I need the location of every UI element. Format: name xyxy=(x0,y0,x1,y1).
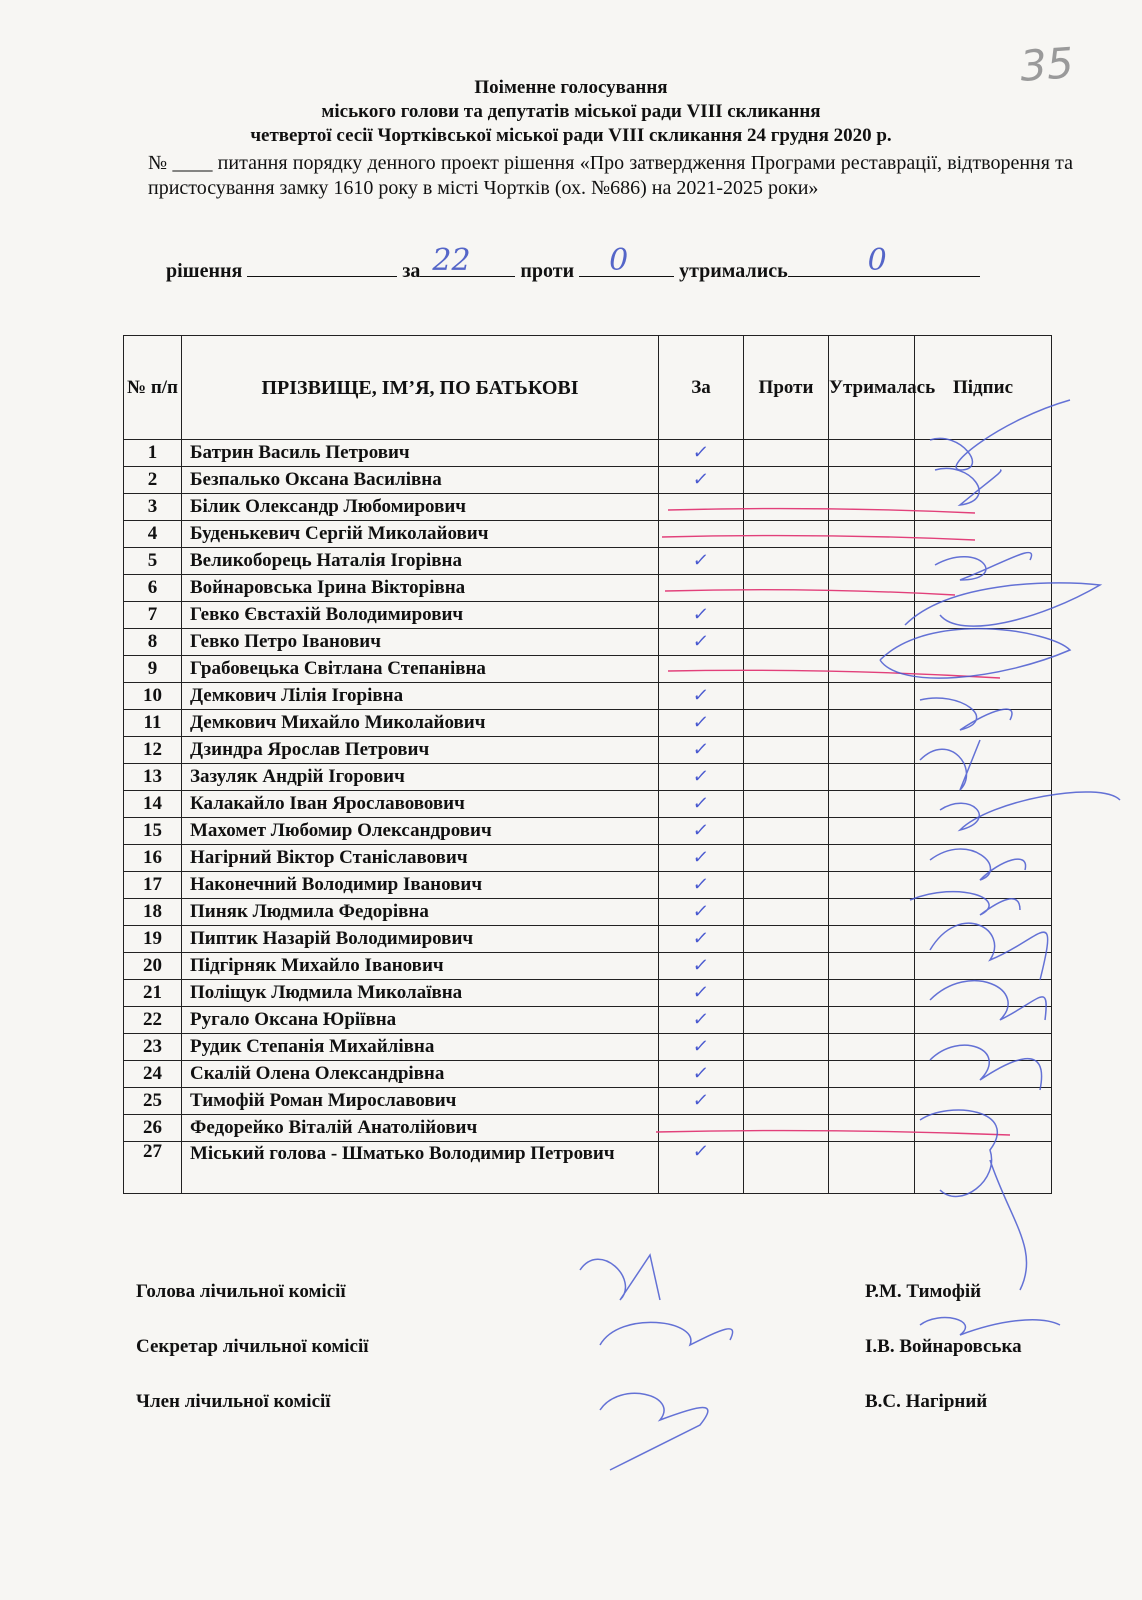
row-for xyxy=(659,575,744,602)
row-against xyxy=(744,926,829,953)
row-against xyxy=(744,467,829,494)
row-signature xyxy=(915,845,1052,872)
row-name: Буденькевич Сергій Миколайович xyxy=(182,521,659,548)
row-abstain xyxy=(829,899,915,926)
table-row xyxy=(124,926,1052,953)
row-signature xyxy=(915,548,1052,575)
row-against xyxy=(744,737,829,764)
row-number: 1 xyxy=(124,440,182,467)
row-against xyxy=(744,1007,829,1034)
row-number: 14 xyxy=(124,791,182,818)
row-against xyxy=(744,1061,829,1088)
header-signature: Підпис xyxy=(915,336,1052,440)
abstain-blank xyxy=(788,243,980,278)
checkmark-icon: ✓ xyxy=(691,793,711,814)
checkmark-icon: ✓ xyxy=(691,847,711,868)
for-label: за xyxy=(402,260,421,282)
abstain-label: утримались xyxy=(679,260,788,282)
row-number: 17 xyxy=(124,872,182,899)
commission-signature-3 xyxy=(600,1393,708,1470)
checkmark-icon: ✓ xyxy=(691,928,711,949)
table-row xyxy=(124,980,1052,1007)
table-row xyxy=(124,953,1052,980)
row-against xyxy=(744,440,829,467)
row-signature xyxy=(915,818,1052,845)
table-row xyxy=(124,1088,1052,1115)
commission-person: І.В. Войнаровська xyxy=(865,1336,1022,1357)
checkmark-icon: ✓ xyxy=(691,712,711,733)
row-signature xyxy=(915,440,1052,467)
row-name: Гевко Петро Іванович xyxy=(182,629,659,656)
checkmark-icon: ✓ xyxy=(691,1036,711,1057)
decision-label: рішення xyxy=(166,260,243,282)
checkmark-icon: ✓ xyxy=(691,442,711,463)
row-signature xyxy=(915,1034,1052,1061)
document-header xyxy=(0,76,1142,148)
row-against xyxy=(744,1142,829,1194)
row-signature xyxy=(915,980,1052,1007)
table-row xyxy=(124,845,1052,872)
row-abstain xyxy=(829,818,915,845)
row-name: Міський голова - Шматько Володимир Петрович xyxy=(182,1142,659,1194)
row-for xyxy=(659,1115,744,1142)
row-name: Батрин Василь Петрович xyxy=(182,440,659,467)
commission-role: Член лічильної комісії xyxy=(136,1391,331,1412)
checkmark-icon: ✓ xyxy=(691,901,711,922)
row-for xyxy=(659,467,744,494)
table-row xyxy=(124,656,1052,683)
checkmark-icon: ✓ xyxy=(691,1090,711,1111)
row-number: 16 xyxy=(124,845,182,872)
row-number: 15 xyxy=(124,818,182,845)
row-name: Пиняк Людмила Федорівна xyxy=(182,899,659,926)
table-row xyxy=(124,467,1052,494)
row-abstain xyxy=(829,710,915,737)
row-signature xyxy=(915,764,1052,791)
row-number: 4 xyxy=(124,521,182,548)
row-name: Войнаровська Ірина Вікторівна xyxy=(182,575,659,602)
row-name: Білик Олександр Любомирович xyxy=(182,494,659,521)
row-for xyxy=(659,683,744,710)
row-against xyxy=(744,899,829,926)
row-number: 13 xyxy=(124,764,182,791)
row-number: 7 xyxy=(124,602,182,629)
table-row xyxy=(124,1061,1052,1088)
row-for xyxy=(659,980,744,1007)
row-number: 21 xyxy=(124,980,182,1007)
commission-signature-2 xyxy=(600,1322,733,1345)
row-name: Калакайло Іван Ярославовович xyxy=(182,791,659,818)
row-signature xyxy=(915,899,1052,926)
row-number: 9 xyxy=(124,656,182,683)
header-against: Проти xyxy=(744,336,829,440)
row-abstain xyxy=(829,1007,915,1034)
row-for xyxy=(659,1142,744,1194)
row-signature xyxy=(915,494,1052,521)
row-abstain xyxy=(829,1061,915,1088)
row-signature xyxy=(915,467,1052,494)
decision-blank xyxy=(247,256,397,277)
against-label: проти xyxy=(520,260,575,282)
table-row xyxy=(124,764,1052,791)
checkmark-icon: ✓ xyxy=(691,1141,711,1162)
row-against xyxy=(744,710,829,737)
checkmark-icon: ✓ xyxy=(691,685,711,706)
row-signature xyxy=(915,683,1052,710)
commission-signature-4 xyxy=(920,1318,1060,1335)
row-number: 11 xyxy=(124,710,182,737)
commission-signature-1 xyxy=(580,1255,660,1300)
table-row xyxy=(124,440,1052,467)
row-against xyxy=(744,575,829,602)
checkmark-icon: ✓ xyxy=(691,469,711,490)
row-name: Федорейко Віталій Анатолійович xyxy=(182,1115,659,1142)
row-abstain xyxy=(829,629,915,656)
row-for xyxy=(659,899,744,926)
row-against xyxy=(744,764,829,791)
row-number: 26 xyxy=(124,1115,182,1142)
row-for xyxy=(659,791,744,818)
row-against xyxy=(744,845,829,872)
row-for xyxy=(659,953,744,980)
row-abstain xyxy=(829,845,915,872)
table-row xyxy=(124,683,1052,710)
page-number: 35 xyxy=(1018,38,1076,91)
table-row xyxy=(124,737,1052,764)
row-number: 20 xyxy=(124,953,182,980)
checkmark-icon: ✓ xyxy=(691,982,711,1003)
row-against xyxy=(744,683,829,710)
checkmark-icon: ✓ xyxy=(691,1063,711,1084)
header-for: За xyxy=(659,336,744,440)
row-number: 3 xyxy=(124,494,182,521)
row-number: 24 xyxy=(124,1061,182,1088)
table-row xyxy=(124,1007,1052,1034)
row-name: Махомет Любомир Олександрович xyxy=(182,818,659,845)
row-against xyxy=(744,1115,829,1142)
row-name: Гевко Євстахій Володимирович xyxy=(182,602,659,629)
row-signature xyxy=(915,710,1052,737)
checkmark-icon: ✓ xyxy=(691,874,711,895)
row-abstain xyxy=(829,440,915,467)
row-number: 27 xyxy=(124,1142,182,1194)
row-abstain xyxy=(829,926,915,953)
row-name: Зазуляк Андрій Ігорович xyxy=(182,764,659,791)
row-abstain xyxy=(829,953,915,980)
row-against xyxy=(744,1034,829,1061)
row-name: Безпалько Оксана Василівна xyxy=(182,467,659,494)
row-signature xyxy=(915,1007,1052,1034)
header-title: Поіменне голосування xyxy=(474,77,668,98)
row-for xyxy=(659,926,744,953)
row-abstain xyxy=(829,764,915,791)
row-abstain xyxy=(829,575,915,602)
row-signature xyxy=(915,1142,1052,1194)
row-abstain xyxy=(829,980,915,1007)
row-against xyxy=(744,521,829,548)
row-signature xyxy=(915,656,1052,683)
row-for xyxy=(659,737,744,764)
row-name: Пиптик Назарій Володимирович xyxy=(182,926,659,953)
row-for xyxy=(659,818,744,845)
row-name: Демкович Лілія Ігорівна xyxy=(182,683,659,710)
table-header-row xyxy=(124,336,1052,440)
table-row xyxy=(124,494,1052,521)
table-row xyxy=(124,899,1052,926)
roll-call-table xyxy=(123,335,1052,1194)
row-abstain xyxy=(829,1088,915,1115)
row-number: 2 xyxy=(124,467,182,494)
commission-role: Секретар лічильної комісії xyxy=(136,1336,369,1357)
checkmark-icon: ✓ xyxy=(691,550,711,571)
row-for xyxy=(659,845,744,872)
row-signature xyxy=(915,953,1052,980)
row-abstain xyxy=(829,548,915,575)
abstain-count: 0 xyxy=(867,243,887,278)
row-against xyxy=(744,818,829,845)
row-against xyxy=(744,980,829,1007)
row-name: Нагірний Віктор Станіславович xyxy=(182,845,659,872)
table-row xyxy=(124,548,1052,575)
row-for xyxy=(659,1034,744,1061)
row-for xyxy=(659,548,744,575)
row-for xyxy=(659,602,744,629)
row-abstain xyxy=(829,1034,915,1061)
row-for xyxy=(659,629,744,656)
row-for xyxy=(659,494,744,521)
row-number: 23 xyxy=(124,1034,182,1061)
row-name: Рудик Степанія Михайлівна xyxy=(182,1034,659,1061)
row-number: 6 xyxy=(124,575,182,602)
row-against xyxy=(744,548,829,575)
checkmark-icon: ✓ xyxy=(691,820,711,841)
header-name: ПРІЗВИЩЕ, ІМ’Я, ПО БАТЬКОВІ xyxy=(182,336,659,440)
row-against xyxy=(744,872,829,899)
header-subtitle: міського голови та депутатів міської ради VIII скликання xyxy=(321,101,821,122)
row-against xyxy=(744,1088,829,1115)
row-name: Тимофій Роман Мирославович xyxy=(182,1088,659,1115)
row-abstain xyxy=(829,656,915,683)
table-row xyxy=(124,629,1052,656)
checkmark-icon: ✓ xyxy=(691,739,711,760)
against-blank xyxy=(579,243,674,278)
row-number: 8 xyxy=(124,629,182,656)
header-session: четвертої сесії Чортківської міської ради VIII скликання 24 грудня 2020 р. xyxy=(250,125,892,146)
row-abstain xyxy=(829,494,915,521)
row-against xyxy=(744,656,829,683)
row-number: 10 xyxy=(124,683,182,710)
row-number: 19 xyxy=(124,926,182,953)
row-signature xyxy=(915,926,1052,953)
row-signature xyxy=(915,521,1052,548)
row-number: 5 xyxy=(124,548,182,575)
header-abstain: Утрималась xyxy=(829,336,915,440)
against-count: 0 xyxy=(609,243,629,278)
table-row xyxy=(124,818,1052,845)
checkmark-icon: ✓ xyxy=(691,1009,711,1030)
row-signature xyxy=(915,872,1052,899)
row-for xyxy=(659,764,744,791)
row-against xyxy=(744,791,829,818)
row-signature xyxy=(915,1088,1052,1115)
row-for xyxy=(659,521,744,548)
row-abstain xyxy=(829,683,915,710)
commission-role: Голова лічильної комісії xyxy=(136,1281,346,1302)
row-signature xyxy=(915,1115,1052,1142)
for-blank xyxy=(420,243,515,278)
row-against xyxy=(744,629,829,656)
table-row xyxy=(124,602,1052,629)
row-against xyxy=(744,602,829,629)
row-signature xyxy=(915,629,1052,656)
commission-person: В.С. Нагірний xyxy=(865,1391,988,1412)
row-abstain xyxy=(829,1115,915,1142)
checkmark-icon: ✓ xyxy=(691,955,711,976)
row-abstain xyxy=(829,872,915,899)
row-for xyxy=(659,872,744,899)
row-name: Скалій Олена Олександрівна xyxy=(182,1061,659,1088)
row-number: 12 xyxy=(124,737,182,764)
table-row xyxy=(124,1142,1052,1194)
row-number: 25 xyxy=(124,1088,182,1115)
row-abstain xyxy=(829,1142,915,1194)
vote-tally xyxy=(166,243,1056,283)
row-signature xyxy=(915,602,1052,629)
row-signature xyxy=(915,1061,1052,1088)
header-num: № п/п xyxy=(124,336,182,440)
row-name: Наконечний Володимир Іванович xyxy=(182,872,659,899)
row-number: 22 xyxy=(124,1007,182,1034)
for-count: 22 xyxy=(432,243,471,278)
row-name: Грабовецька Світлана Степанівна xyxy=(182,656,659,683)
row-name: Підгірняк Михайло Іванович xyxy=(182,953,659,980)
agenda-item: № ____ питання порядку денного проект рішення «Про затвердження Програми реставрації, відтворення та пристосування замку 1610 року в місті Чортків (ох. №686) на 2021-2025 роки» xyxy=(148,152,1073,199)
table-row xyxy=(124,1034,1052,1061)
row-against xyxy=(744,953,829,980)
row-name: Ругало Оксана Юріївна xyxy=(182,1007,659,1034)
checkmark-icon: ✓ xyxy=(691,766,711,787)
row-abstain xyxy=(829,791,915,818)
table-row xyxy=(124,575,1052,602)
table-row xyxy=(124,872,1052,899)
row-signature xyxy=(915,791,1052,818)
table-row xyxy=(124,791,1052,818)
row-for xyxy=(659,1061,744,1088)
commission-person: Р.М. Тимофій xyxy=(865,1281,982,1302)
checkmark-icon: ✓ xyxy=(691,604,711,625)
row-for xyxy=(659,1007,744,1034)
table-row xyxy=(124,710,1052,737)
row-abstain xyxy=(829,467,915,494)
row-signature xyxy=(915,575,1052,602)
row-name: Поліщук Людмила Миколаївна xyxy=(182,980,659,1007)
row-signature xyxy=(915,737,1052,764)
row-for xyxy=(659,440,744,467)
checkmark-icon: ✓ xyxy=(691,631,711,652)
row-abstain xyxy=(829,737,915,764)
row-abstain xyxy=(829,521,915,548)
row-abstain xyxy=(829,602,915,629)
row-number: 18 xyxy=(124,899,182,926)
row-name: Дзиндра Ярослав Петрович xyxy=(182,737,659,764)
table-row xyxy=(124,1115,1052,1142)
row-for xyxy=(659,656,744,683)
table-row xyxy=(124,521,1052,548)
row-name: Великоборець Наталія Ігорівна xyxy=(182,548,659,575)
row-for xyxy=(659,710,744,737)
row-against xyxy=(744,494,829,521)
row-for xyxy=(659,1088,744,1115)
row-name: Демкович Михайло Миколайович xyxy=(182,710,659,737)
